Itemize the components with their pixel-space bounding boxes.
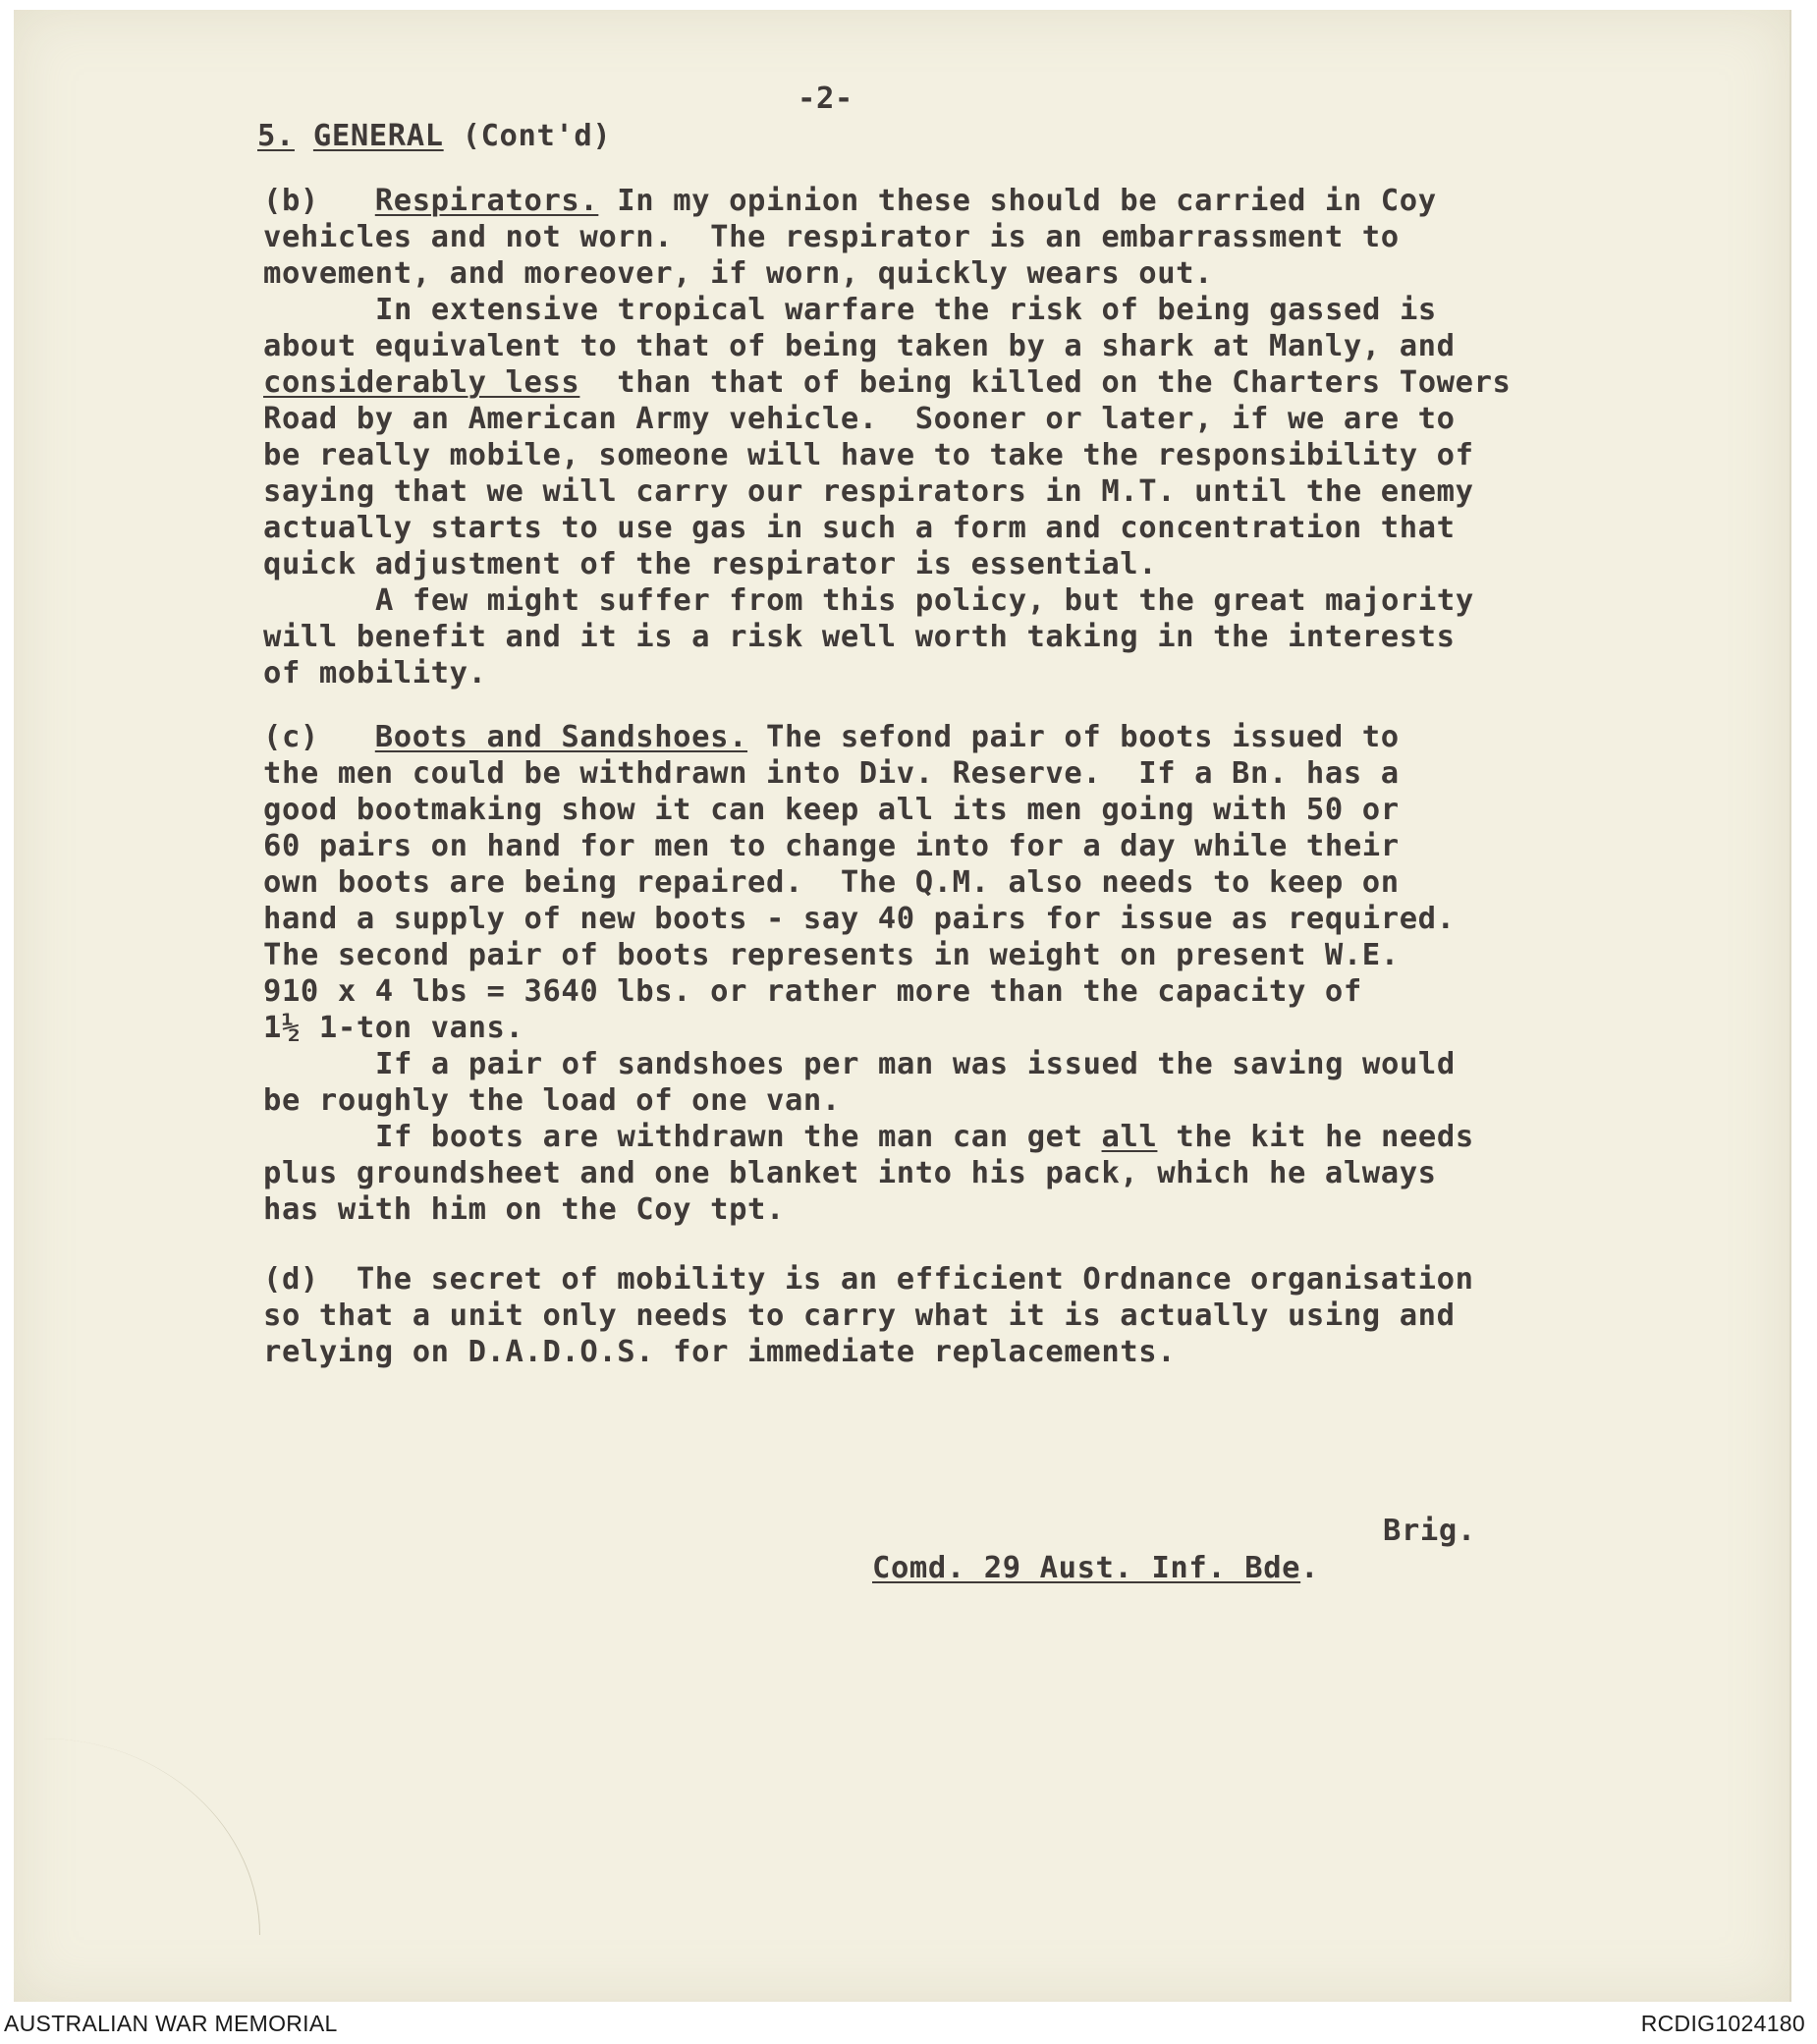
text-line: about equivalent to that of being taken by a shark at Manly, and xyxy=(263,329,1456,363)
text-line: be really mobile, someone will have to take the responsibility of xyxy=(263,438,1474,472)
page-number: -2- xyxy=(798,82,853,116)
text-line: 60 pairs on hand for men to change into for a day while their xyxy=(263,829,1400,863)
signature-title-text: Comd. 29 Aust. Inf. Bde xyxy=(872,1551,1301,1585)
text-line: The secret of mobility is an efficient Ordnance organisation xyxy=(318,1262,1474,1297)
paragraph-c-label: (c) xyxy=(263,720,319,754)
text-line: If a pair of sandshoes per man was issued the saving would xyxy=(375,1047,1456,1081)
text-line: If boots are withdrawn the man can get xyxy=(375,1120,1102,1154)
text-line: vehicles and not worn. The respirator is an embarrassment to xyxy=(263,220,1400,254)
text-line: In my opinion these should be carried in Coy xyxy=(598,184,1437,218)
signature-title-end: . xyxy=(1300,1551,1320,1585)
paragraph-c xyxy=(263,719,1474,1228)
paragraph-b-title: Respirators. xyxy=(374,184,599,218)
text-line: be roughly the load of one van. xyxy=(263,1083,841,1118)
text-line: the kit he needs xyxy=(1157,1120,1474,1154)
text-line: so that a unit only needs to carry what it is actually using and xyxy=(263,1298,1456,1333)
signature-rank: Brig. xyxy=(1383,1514,1476,1548)
heading-suffix: (Cont'd) xyxy=(443,119,612,153)
paragraph-d-label: (d) xyxy=(263,1262,319,1297)
text-line: good bootmaking show it can keep all its men going with 50 or xyxy=(263,793,1400,827)
text-line: quick adjustment of the respirator is essential. xyxy=(263,547,1158,581)
section-heading xyxy=(257,118,611,154)
text-line: actually starts to use gas in such a form and concentration that xyxy=(263,511,1456,545)
text-line: will benefit and it is a risk well worth taking in the interests xyxy=(263,620,1456,654)
text-line: relying on D.A.D.O.S. for immediate replacements. xyxy=(263,1335,1177,1369)
text-line: the men could be withdrawn into Div. Reserve. If a Bn. has a xyxy=(263,756,1400,791)
text-line: The second pair of boots represents in weight on present W.E. xyxy=(263,938,1400,972)
text-line: hand a supply of new boots - say 40 pairs for issue as required. xyxy=(263,902,1456,936)
text-line: own boots are being repaired. The Q.M. also needs to keep on xyxy=(263,865,1400,900)
text-line: movement, and moreover, if worn, quickly wears out. xyxy=(263,256,1214,291)
text-line: of mobility. xyxy=(263,656,487,691)
paper-fold-mark xyxy=(43,1739,260,1935)
text-line: than that of being killed on the Charters Towers xyxy=(579,365,1512,400)
heading-title: GENERAL xyxy=(312,119,444,153)
text-line: 910 x 4 lbs = 3640 lbs. or rather more than the capacity of xyxy=(263,974,1362,1009)
paragraph-b-label: (b) xyxy=(263,184,319,218)
text-line: plus groundsheet and one blanket into his pack, which he always xyxy=(263,1156,1437,1190)
text-line: 1½ 1-ton vans. xyxy=(263,1011,524,1045)
text-line: Road by an American Army vehicle. Sooner or later, if we are to xyxy=(263,402,1456,436)
text-line: The sefond pair of boots issued to xyxy=(747,720,1400,754)
underlined-phrase: considerably less xyxy=(263,365,580,400)
text-line: In extensive tropical warfare the risk of being gassed is xyxy=(375,293,1437,327)
signature-title xyxy=(872,1550,1319,1586)
paragraph-d xyxy=(263,1261,1474,1370)
text-line: saying that we will carry our respirators in M.T. until the enemy xyxy=(263,474,1474,509)
underlined-word: all xyxy=(1101,1120,1158,1154)
text-line: A few might suffer from this policy, but the great majority xyxy=(375,583,1474,618)
text-line: has with him on the Coy tpt. xyxy=(263,1192,785,1227)
paragraph-c-title: Boots and Sandshoes. xyxy=(374,720,748,754)
footer-record-id: RCDIG1024180 xyxy=(1640,2011,1805,2036)
paragraph-b xyxy=(263,183,1512,691)
heading-number: 5. xyxy=(257,119,295,153)
footer-institution: AUSTRALIAN WAR MEMORIAL xyxy=(4,2011,338,2036)
